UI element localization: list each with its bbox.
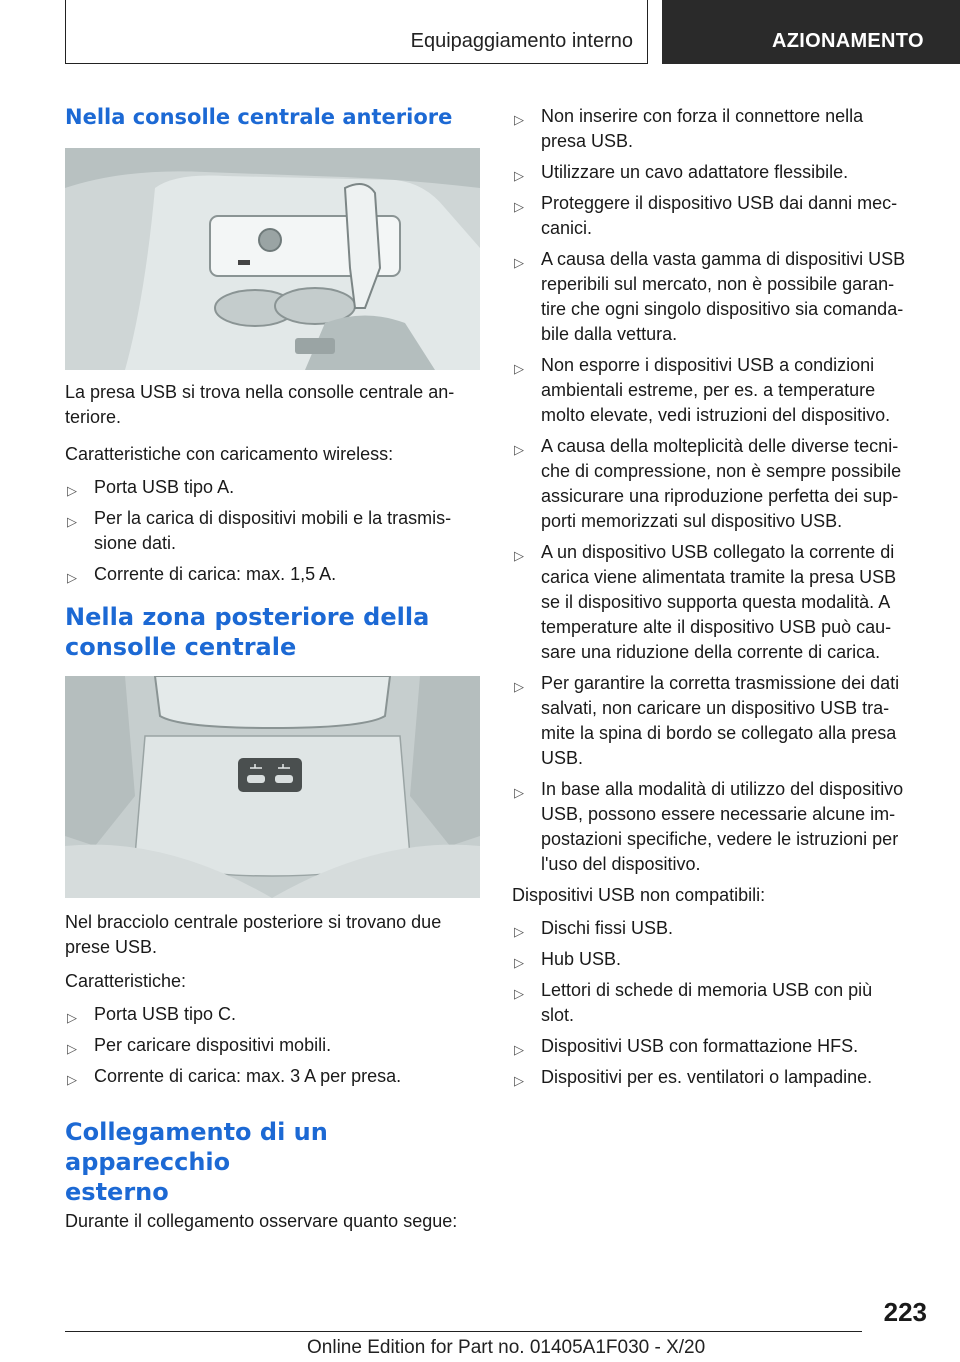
triangle-bullet-icon: ▷ [67, 1041, 77, 1056]
list-item: ▷ Dispositivi USB con formattazione HFS. [512, 1034, 927, 1059]
list-item: ▷ A causa della molteplicità delle diverse tecni- che di compressione, non è sempre possibile assicurare una riproduzione perfetta dei sup- porti memorizzati sul dispositivo USB. [514, 436, 902, 531]
list-item: ▷ Corrente di carica: max. 3 A per presa. [65, 1064, 480, 1089]
chapter-tab [662, 0, 960, 64]
triangle-bullet-icon: ▷ [514, 199, 524, 214]
list-item: ▷ Non esporre i dispositivi USB a condizioni ambientali estreme, per es. a temperature molto elevate, vedi istruzioni del dispositivo. [514, 355, 891, 425]
list-item: ▷ Proteggere il dispositivo USB dai danni mec- canici. [514, 193, 898, 238]
list-item: ▷ Per caricare dispositivi mobili. [65, 1033, 480, 1058]
left-column [65, 100, 480, 1234]
triangle-bullet-icon: ▷ [514, 924, 524, 939]
triangle-bullet-icon: ▷ [514, 1073, 524, 1088]
rear-features-list [65, 1002, 480, 1089]
list-item: ▷ Porta USB tipo C. [65, 1002, 480, 1027]
list-item: ▷ Per garantire la corretta trasmissione dei dati salvati, non caricare un dispositivo USB tra- mite la spina di bordo se collegato alla presa USB. [514, 673, 900, 768]
chapter-title: AZIONAMENTO [772, 30, 924, 52]
paragraph-incompatible-devices: Dispositivi USB non compatibili: [512, 885, 766, 905]
triangle-bullet-icon: ▷ [67, 483, 77, 498]
section-tab [65, 0, 648, 64]
list-item: ▷ In base alla modalità di utilizzo del dispositivo USB, possono essere necessarie alcune im- postazioni specifiche, vedere le istruzioni per l'uso del dispositivo. [514, 779, 904, 874]
triangle-bullet-icon: ▷ [67, 1010, 77, 1025]
incompatible-devices-list [512, 916, 927, 1090]
triangle-bullet-icon: ▷ [514, 112, 524, 127]
paragraph-features: Caratteristiche: [65, 971, 187, 991]
paragraph-wireless-features: Caratteristiche con caricamento wireless: [65, 444, 394, 464]
list-item: ▷ Hub USB. [512, 947, 927, 972]
section-title: Equipaggiamento interno [410, 30, 633, 52]
list-item: ▷ Porta USB tipo A. [65, 475, 480, 500]
paragraph-connection-notes: Durante il collegamento osservare quanto segue: [65, 1211, 458, 1231]
list-item: ▷ A un dispositivo USB collegato la corrente di carica viene alimentata tramite la presa USB se il dispositivo supporta questa modalità. A temperature alte il dispositivo USB può cau- sare una riduzione della corrente di carica. [514, 542, 897, 662]
list-item: ▷ Corrente di carica: max. 1,5 A. [65, 562, 480, 587]
triangle-bullet-icon: ▷ [514, 679, 524, 694]
list-item: ▷ Non inserire con forza il connettore nella presa USB. [514, 106, 864, 151]
triangle-bullet-icon: ▷ [514, 548, 524, 563]
triangle-bullet-icon: ▷ [514, 785, 524, 800]
triangle-bullet-icon: ▷ [67, 514, 77, 529]
triangle-bullet-icon: ▷ [67, 1072, 77, 1087]
triangle-bullet-icon: ▷ [514, 1042, 524, 1057]
list-item: ▷ Per la carica di dispositivi mobili e la trasmis- sione dati. [67, 508, 452, 553]
page-number: 223 [883, 1297, 927, 1327]
list-item: ▷ A causa della vasta gamma di dispositivi USB reperibili sul mercato, non è possibile garan- tire che ogni singolo dispositivo sia comanda- bile dalla vettura. [514, 249, 906, 344]
heading-rear-console: Nella zona posteriore della consolle centrale [65, 603, 430, 661]
triangle-bullet-icon: ▷ [514, 442, 524, 457]
front-features-list [65, 475, 480, 587]
page-header [0, 0, 960, 66]
triangle-bullet-icon: ▷ [514, 361, 524, 376]
connection-notes-list [512, 104, 927, 877]
footer-divider [65, 1331, 862, 1332]
triangle-bullet-icon: ▷ [514, 955, 524, 970]
list-item: ▷ Dispositivi per es. ventilatori o lampadine. [512, 1065, 927, 1090]
heading-external-device: Collegamento di un apparecchio esterno [65, 1118, 328, 1206]
triangle-bullet-icon: ▷ [514, 986, 524, 1001]
edition-text: Online Edition for Part no. 01405A1F030 - X/20 [307, 1337, 706, 1358]
paragraph-rear-usb: Nel bracciolo centrale posteriore si trovano due prese USB. [65, 912, 442, 957]
list-item: ▷ Dischi fissi USB. [512, 916, 927, 941]
heading-front-console: Nella consolle centrale anteriore [65, 105, 453, 129]
triangle-bullet-icon: ▷ [514, 168, 524, 183]
list-item: ▷ Lettori di schede di memoria USB con più slot. [514, 980, 873, 1025]
list-item: ▷ Utilizzare un cavo adattatore flessibile. [512, 160, 927, 185]
right-column [512, 104, 927, 1096]
rear-console-photo [65, 676, 480, 898]
triangle-bullet-icon: ▷ [514, 255, 524, 270]
triangle-bullet-icon: ▷ [67, 570, 77, 585]
front-console-photo [65, 148, 480, 370]
paragraph-usb-location: La presa USB si trova nella consolle centrale an- teriore. [65, 382, 455, 427]
